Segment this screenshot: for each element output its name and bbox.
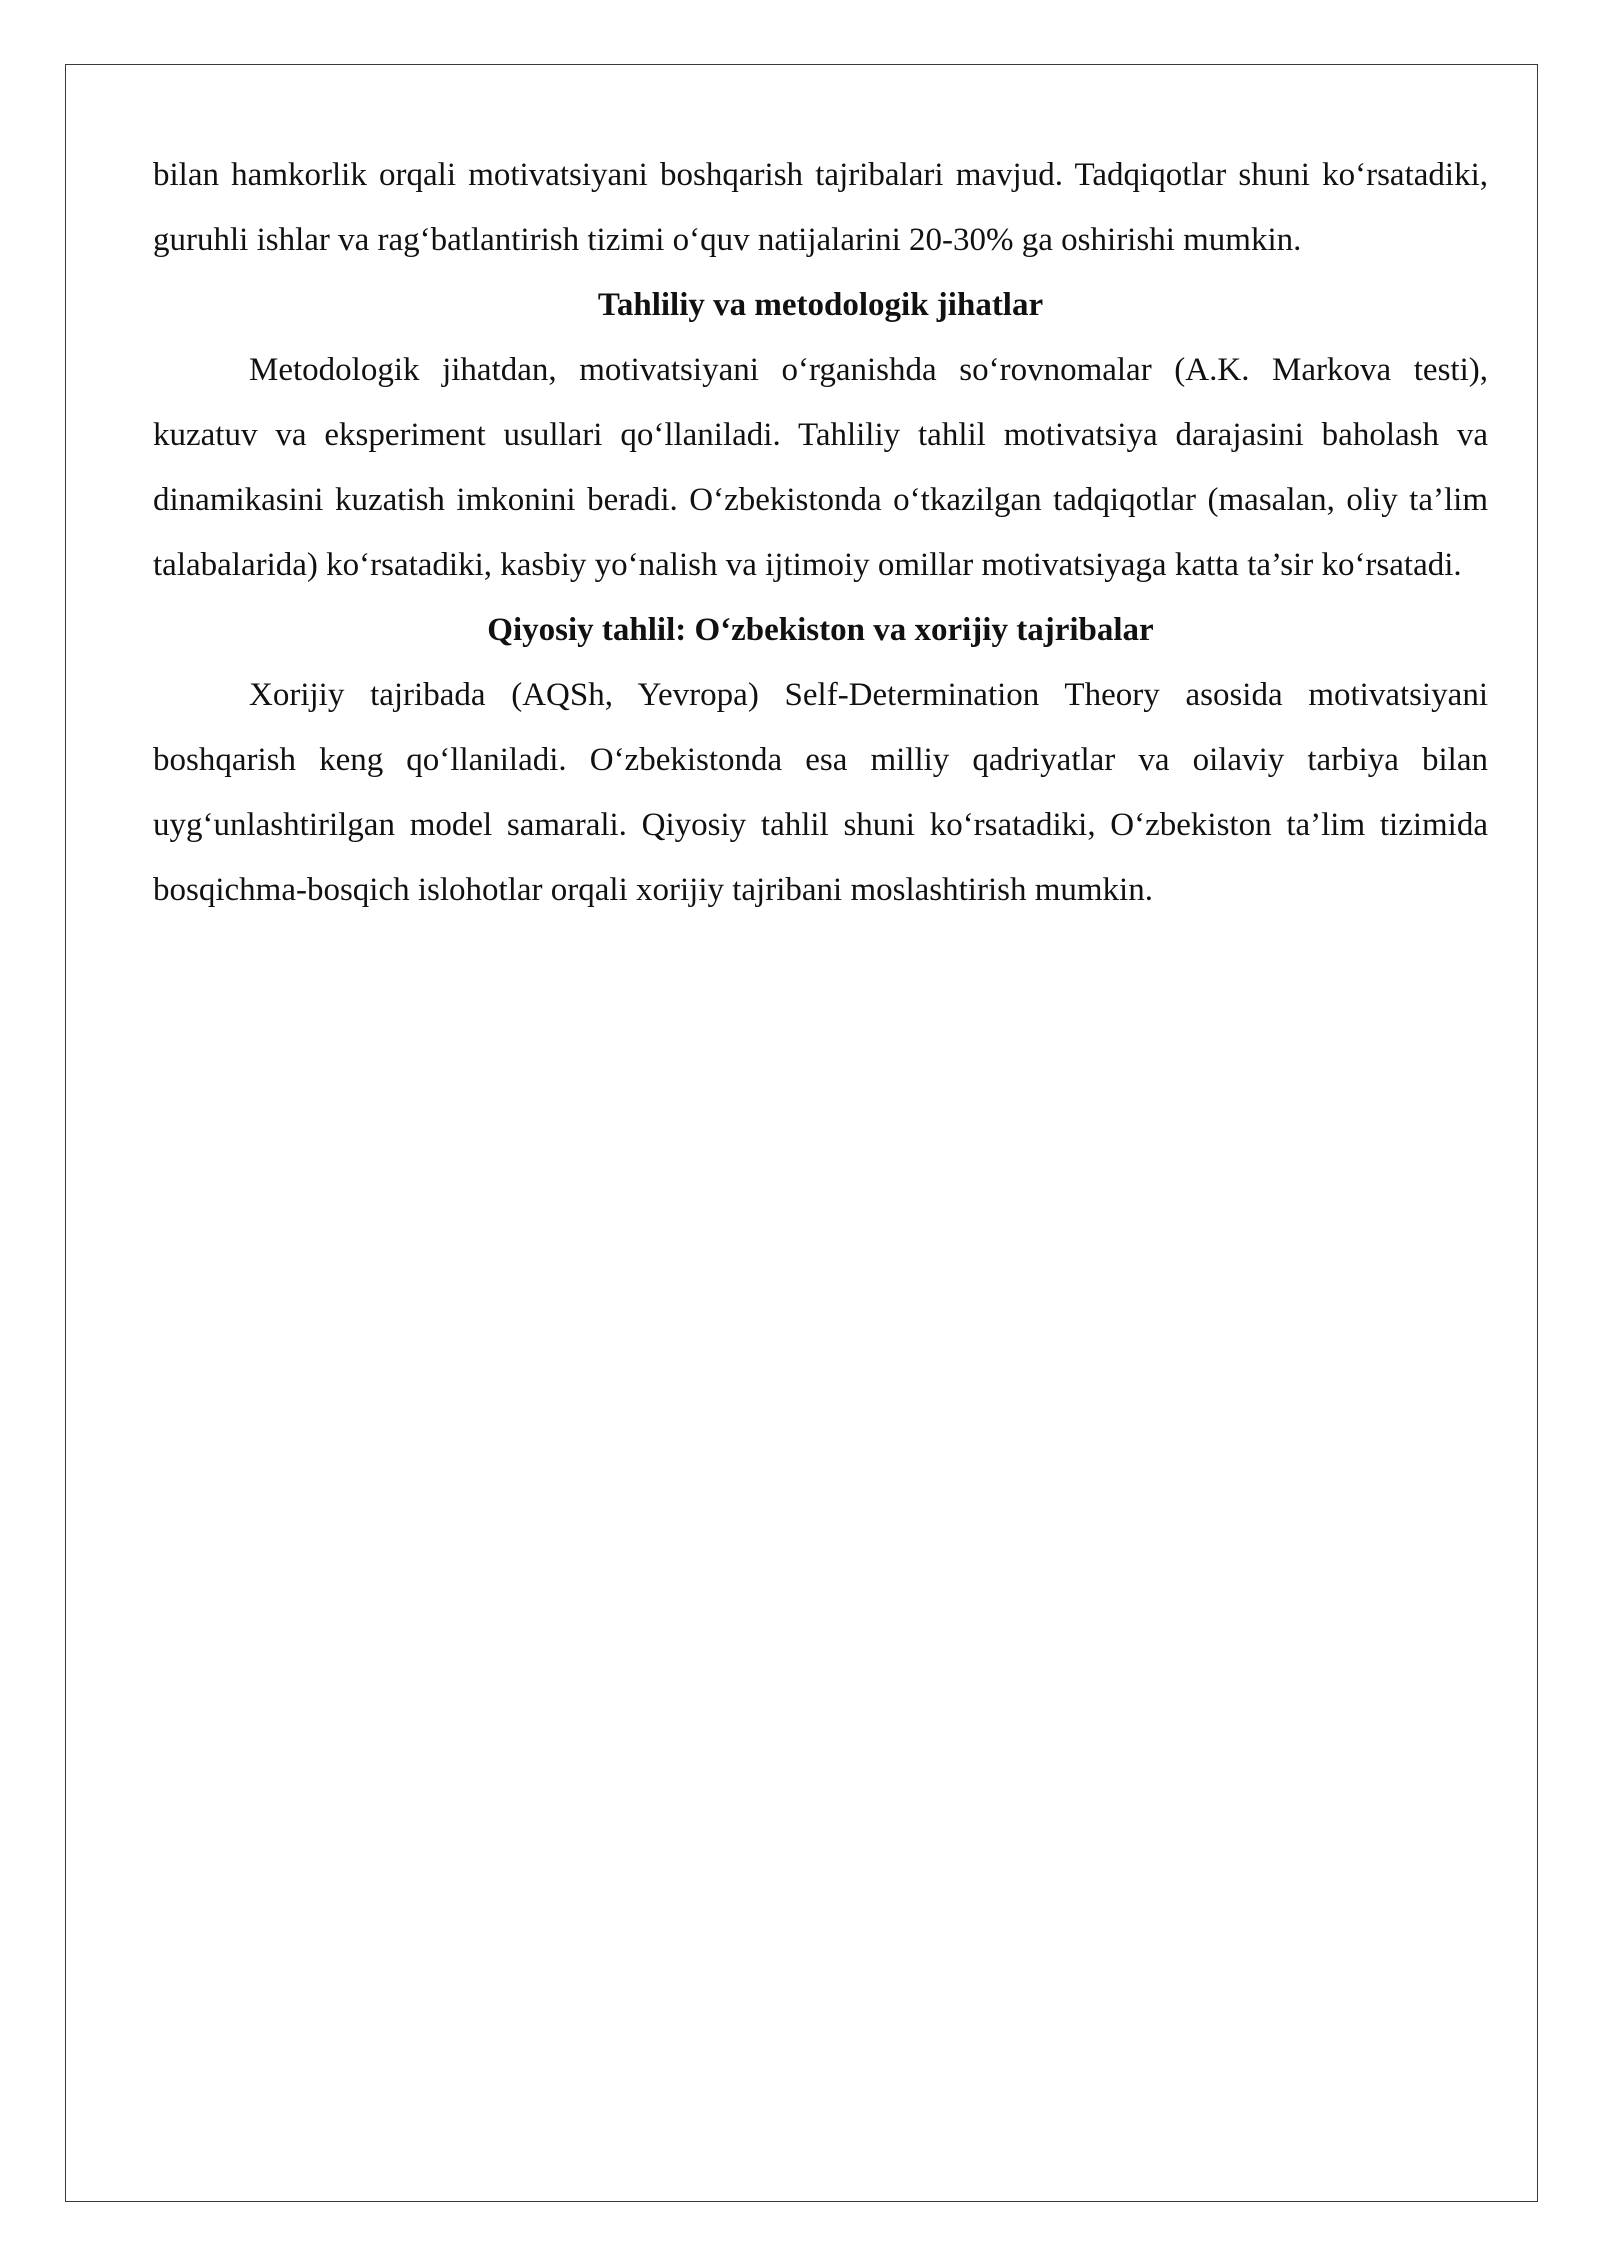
paragraph-comparative: Xorijiy tajribada (AQSh, Yevropa) Self-Determination Theory asosida motivatsiyani boshqarish keng qo‘llaniladi. O‘zbekistonda esa milliy qadriyatlar va oilaviy tarbiya bilan uyg‘unlashtirilgan model samarali. Qiyosiy tahlil shuni ko‘rsatadiki, O‘zbekiston ta’lim tizimida bosqichma-bosqich islohotlar orqali xorijiy tajribani moslashtirish mumkin.: [153, 677, 1488, 908]
section-heading-methodology: Tahliliy va metodologik jihatlar: [597, 287, 1044, 323]
section-heading-comparative: Qiyosiy tahlil: O‘zbekiston va xorijiy tajribalar: [487, 612, 1154, 648]
page-content: [153, 143, 1488, 923]
paragraph-continuation: bilan hamkorlik orqali motivatsiyani boshqarish tajribalari mavjud. Tadqiqotlar shuni ko‘rsatadiki, guruhli ishlar va rag‘batlantirish tizimi o‘quv natijalarini 20-30% ga oshirishi mumkin.: [153, 157, 1488, 258]
paragraph-methodology: Metodologik jihatdan, motivatsiyani o‘rganishda so‘rovnomalar (A.K. Markova testi), kuzatuv va eksperiment usullari qo‘llaniladi. Tahliliy tahlil motivatsiya darajasini baholash va dinamikasini kuzatish imkonini beradi. O‘zbekistonda o‘tkazilgan tadqiqotlar (masalan, oliy ta’lim talabalarida) ko‘rsatadiki, kasbiy yo‘nalish va ijtimoiy omillar motivatsiyaga katta ta’sir ko‘rsatadi.: [153, 352, 1488, 583]
